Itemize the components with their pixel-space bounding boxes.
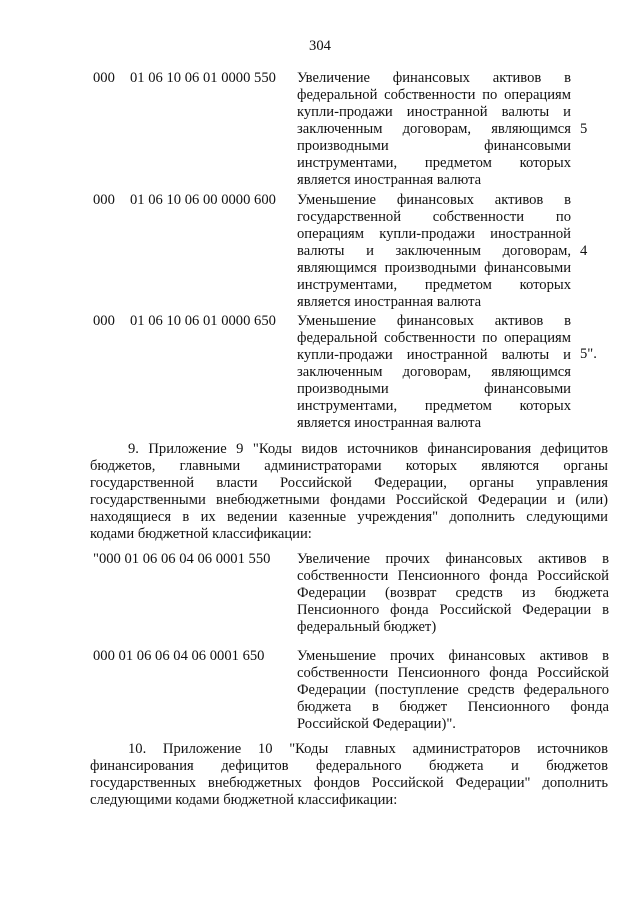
row-description: Увеличение прочих финансовых активов в собственности Пенсионного фонда Российской Федерации (возврат средств из бюджета Пенсионного фонда Российской Федерации в федеральный бюджет) <box>297 551 609 635</box>
row-description: Уменьшение прочих финансовых активов в собственности Пенсионного фонда Российской Федерации (поступление средств федерального бюджета в бюджет Пенсионного фонда Российской Федерации)". <box>297 648 609 732</box>
admin-code: 000 <box>93 192 115 208</box>
paragraph-10: 10. Приложение 10 "Коды главных администраторов источников финансирования дефицитов федерального бюджета и бюджетов государственных внебюджетных фондов Российской Федерации" дополнить следующими кодами бюджетной классификации: <box>90 741 608 808</box>
page-number: 304 <box>309 38 331 54</box>
paragraph-9: 9. Приложение 9 "Коды видов источников финансирования дефицитов бюджетов, главными администраторами которых являются органы государственной власти Российской Федерации, органы управления государственными внебюджетными фондами Российской Федерации и (или) находящиеся в их ведении казенные учреждения" дополнить следующими кодами бюджетной классификации: <box>90 441 608 542</box>
classification-code: "000 01 06 06 04 06 0001 550 <box>93 551 271 567</box>
row-description: Увеличение финансовых активов в федеральной собственности по операциям купли-продажи иностранной валюты и заключенным договорам, являющимся производными финансовыми инструментами, предметом которых является иностранная валюта <box>297 70 571 188</box>
admin-code: 000 <box>93 313 115 329</box>
row-description: Уменьшение финансовых активов в государственной собственности по операциям купли-продажи иностранной валюты и заключенным договорам, являющимся производными финансовыми инструментами, предметом которых является иностранная валюта <box>297 192 571 310</box>
row-value: 5 <box>580 121 588 137</box>
row-description: Уменьшение финансовых активов в федеральной собственности по операциям купли-продажи иностранной валюты и заключенным договорам, являющимся производными финансовыми инструментами, предметом которых является иностранная валюта <box>297 313 571 431</box>
classification-code: 000 01 06 06 04 06 0001 650 <box>93 648 265 664</box>
classification-code: 01 06 10 06 01 0000 550 <box>130 70 276 86</box>
row-value: 5". <box>580 346 597 362</box>
classification-code: 01 06 10 06 01 0000 650 <box>130 313 276 329</box>
classification-code: 01 06 10 06 00 0000 600 <box>130 192 276 208</box>
row-value: 4 <box>580 243 588 259</box>
admin-code: 000 <box>93 70 115 86</box>
